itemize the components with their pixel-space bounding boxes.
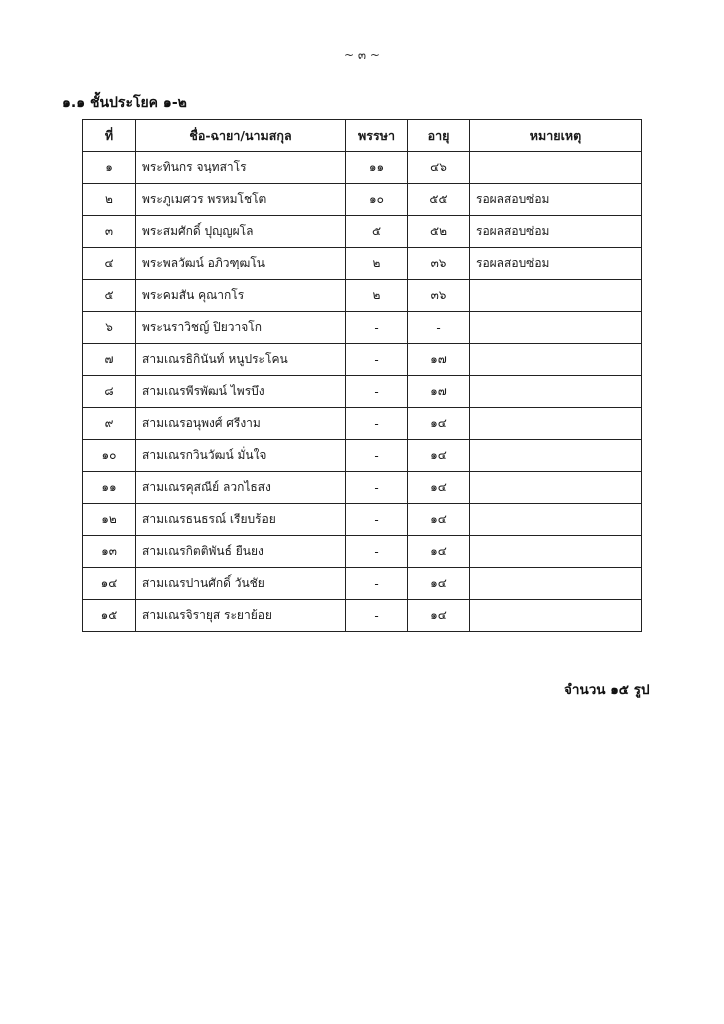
cell-no: ๑๓ xyxy=(83,536,136,568)
roster-table xyxy=(82,119,642,632)
cell-no: ๑๔ xyxy=(83,568,136,600)
cell-no: ๑๒ xyxy=(83,504,136,536)
cell-name: พระนราวิชญ์ ปิยวาจโก xyxy=(136,312,346,344)
table-row xyxy=(83,472,642,504)
table-row xyxy=(83,536,642,568)
total-count: จำนวน ๑๕ รูป xyxy=(564,682,650,698)
cell-remark: รอผลสอบซ่อม xyxy=(470,184,642,216)
cell-age: ๑๗ xyxy=(408,344,470,376)
cell-name: สามเณรปานศักดิ์ วันชัย xyxy=(136,568,346,600)
cell-age: ๑๔ xyxy=(408,504,470,536)
cell-no: ๑๑ xyxy=(83,472,136,504)
table-row xyxy=(83,216,642,248)
cell-vassa: - xyxy=(346,600,408,632)
cell-vassa: - xyxy=(346,312,408,344)
cell-age: ๕๒ xyxy=(408,216,470,248)
cell-name: พระคมสัน คุณากโร xyxy=(136,280,346,312)
cell-vassa: ๑๐ xyxy=(346,184,408,216)
cell-remark xyxy=(470,280,642,312)
cell-vassa: - xyxy=(346,344,408,376)
cell-no: ๗ xyxy=(83,344,136,376)
cell-age: ๓๖ xyxy=(408,248,470,280)
cell-remark xyxy=(470,408,642,440)
cell-no: ๔ xyxy=(83,248,136,280)
table-row xyxy=(83,504,642,536)
cell-name: พระพลวัฒน์ อภิวฑฺฒโน xyxy=(136,248,346,280)
cell-vassa: ๑๑ xyxy=(346,152,408,184)
table-row xyxy=(83,376,642,408)
table-row xyxy=(83,152,642,184)
cell-age: ๑๔ xyxy=(408,440,470,472)
cell-no: ๘ xyxy=(83,376,136,408)
cell-remark xyxy=(470,312,642,344)
cell-remark xyxy=(470,568,642,600)
cell-name: สามเณรคุสณีย์ ลวกไธสง xyxy=(136,472,346,504)
cell-no: ๕ xyxy=(83,280,136,312)
cell-age: ๑๔ xyxy=(408,600,470,632)
cell-vassa: ๒ xyxy=(346,248,408,280)
section-title: ๑.๑ ชั้นประโยค ๑-๒ xyxy=(62,95,187,111)
cell-vassa: ๕ xyxy=(346,216,408,248)
header-vassa: พรรษา xyxy=(346,120,408,152)
page-number: ~ ๓ ~ xyxy=(344,48,380,62)
cell-name: พระภูเมศวร พรหมโชโต xyxy=(136,184,346,216)
cell-vassa: - xyxy=(346,376,408,408)
cell-vassa: - xyxy=(346,504,408,536)
cell-age: ๑๔ xyxy=(408,472,470,504)
cell-remark xyxy=(470,344,642,376)
cell-no: ๙ xyxy=(83,408,136,440)
cell-name: สามเณรพีรพัฒน์ ไพรบึง xyxy=(136,376,346,408)
table-row xyxy=(83,408,642,440)
cell-vassa: - xyxy=(346,408,408,440)
table-row xyxy=(83,280,642,312)
table-row xyxy=(83,248,642,280)
table-row xyxy=(83,184,642,216)
table-row xyxy=(83,600,642,632)
cell-remark: รอผลสอบซ่อม xyxy=(470,248,642,280)
cell-age: ๕๕ xyxy=(408,184,470,216)
cell-vassa: - xyxy=(346,440,408,472)
cell-no: ๑๕ xyxy=(83,600,136,632)
cell-age: ๑๔ xyxy=(408,408,470,440)
table-header-row xyxy=(83,120,642,152)
cell-no: ๑๐ xyxy=(83,440,136,472)
cell-vassa: - xyxy=(346,536,408,568)
cell-remark xyxy=(470,472,642,504)
table-row xyxy=(83,312,642,344)
header-age: อายุ xyxy=(408,120,470,152)
cell-age: - xyxy=(408,312,470,344)
cell-no: ๒ xyxy=(83,184,136,216)
table-row xyxy=(83,440,642,472)
table-row xyxy=(83,344,642,376)
cell-name: สามเณรธิกินันท์ หนูประโคน xyxy=(136,344,346,376)
cell-name: พระทินกร จนฺทสาโร xyxy=(136,152,346,184)
cell-vassa: - xyxy=(346,568,408,600)
cell-remark xyxy=(470,536,642,568)
cell-age: ๑๔ xyxy=(408,568,470,600)
cell-no: ๑ xyxy=(83,152,136,184)
cell-age: ๓๖ xyxy=(408,280,470,312)
header-name: ชื่อ-ฉายา/นามสกุล xyxy=(136,120,346,152)
cell-age: ๑๔ xyxy=(408,536,470,568)
cell-name: สามเณรอนุพงศ์ ศรีงาม xyxy=(136,408,346,440)
cell-remark xyxy=(470,440,642,472)
cell-name: สามเณรกิตติพันธ์ ยืนยง xyxy=(136,536,346,568)
cell-name: สามเณรธนธรณ์ เรียบร้อย xyxy=(136,504,346,536)
cell-name: พระสมศักดิ์ ปุญฺญผโล xyxy=(136,216,346,248)
cell-no: ๓ xyxy=(83,216,136,248)
header-remark: หมายเหตุ xyxy=(470,120,642,152)
cell-vassa: ๒ xyxy=(346,280,408,312)
cell-remark xyxy=(470,152,642,184)
cell-remark xyxy=(470,376,642,408)
cell-name: สามเณรกวินวัฒน์ มั่นใจ xyxy=(136,440,346,472)
cell-name: สามเณรจิรายุส ระยาย้อย xyxy=(136,600,346,632)
cell-remark xyxy=(470,600,642,632)
header-no: ที่ xyxy=(83,120,136,152)
cell-remark xyxy=(470,504,642,536)
cell-age: ๔๖ xyxy=(408,152,470,184)
cell-age: ๑๗ xyxy=(408,376,470,408)
table-row xyxy=(83,568,642,600)
cell-no: ๖ xyxy=(83,312,136,344)
cell-vassa: - xyxy=(346,472,408,504)
cell-remark: รอผลสอบซ่อม xyxy=(470,216,642,248)
